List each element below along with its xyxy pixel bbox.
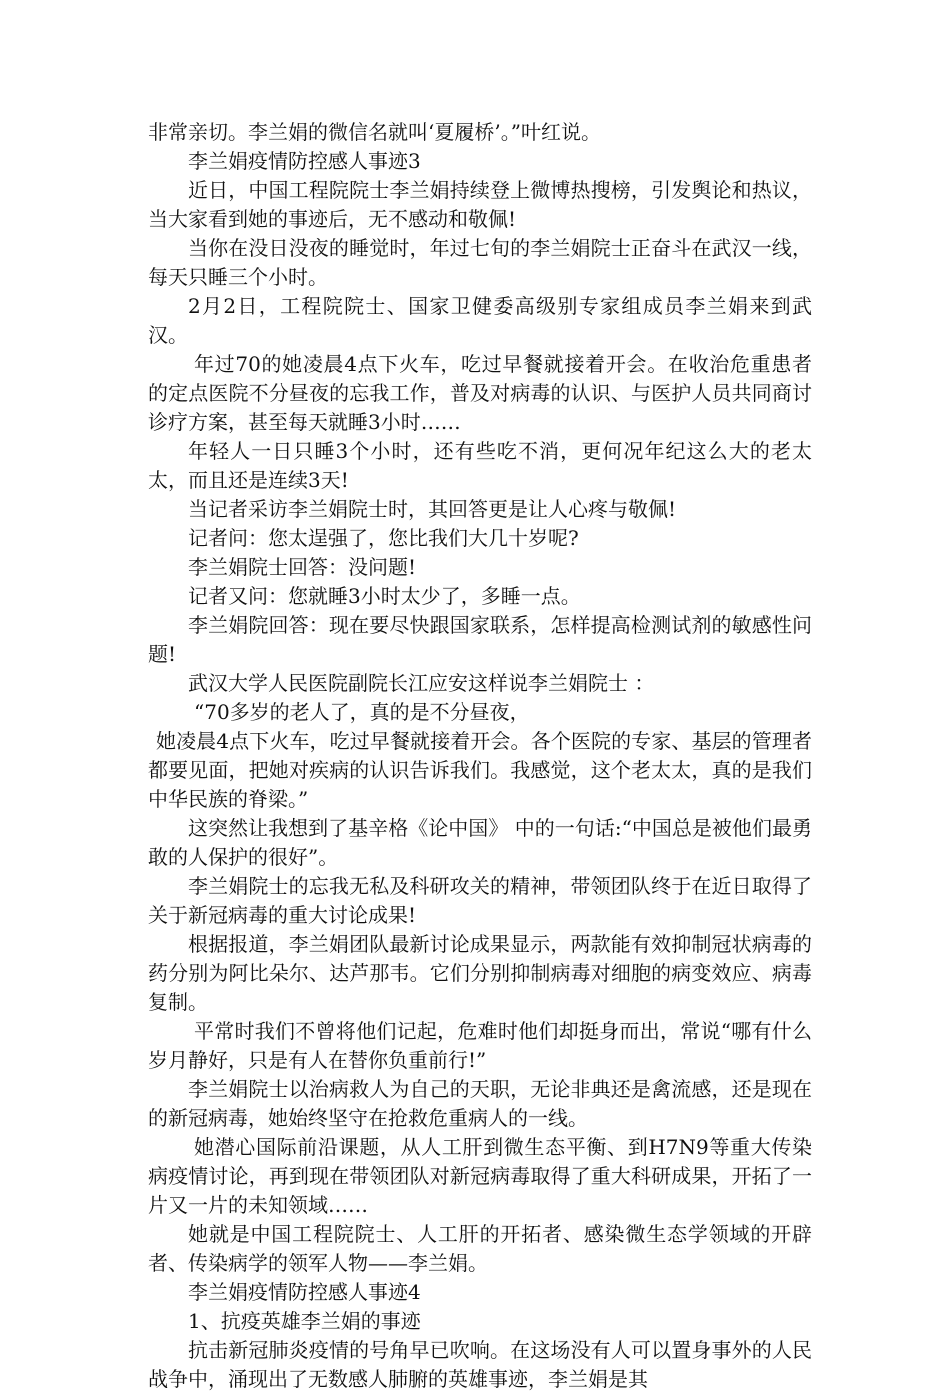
paragraph: 她凌晨4点下火车，吃过早餐就接着开会。各个医院的专家、基层的管理者都要见面，把她对疾病的认识告诉我们。我感觉，这个老太太，真的是我们中华民族的脊梁。”	[148, 729, 812, 811]
paragraph: 抗击新冠肺炎疫情的号角早已吹响。在这场没有人可以置身事外的人民战争中，涌现出了无数感人肺腑的英雄事迹，李兰娟是其	[148, 1338, 812, 1391]
paragraph: 平常时我们不曾将他们记起，危难时他们却挺身而出，常说“哪有什么岁月静好，只是有人在替你负重前行!”	[148, 1019, 812, 1072]
paragraph: 当记者采访李兰娟院士时，其回答更是让人心疼与敬佩!	[188, 497, 677, 521]
paragraph: 年轻人一日只睡3个小时，还有些吃不消，更何况年纪这么大的老太太，而且还是连续3天!	[148, 439, 812, 492]
paragraph: 这突然让我想到了基辛格《论中国》 中的一句话:“中国总是被他们最勇敢的人保护的很好”。	[148, 816, 812, 869]
paragraph: 年过70的她凌晨4点下火车，吃过早餐就接着开会。在收治危重患者的定点医院不分昼夜的忘我工作，普及对病毒的认识、与医护人员共同商讨诊疗方案，甚至每天就睡3小时……	[148, 352, 812, 434]
paragraph: 根据报道，李兰娟团队最新讨论成果显示，两款能有效抑制冠状病毒的药分别为阿比朵尔、达芦那韦。它们分别抑制病毒对细胞的病变效应、病毒复制。	[148, 932, 812, 1014]
paragraph: 2月2日，工程院院士、国家卫健委高级别专家组成员李兰娟来到武汉。	[148, 294, 812, 347]
paragraph: 记者问：您太逞强了，您比我们大几十岁呢?	[188, 526, 579, 550]
paragraph: 李兰娟院士以治病救人为自己的天职，无论非典还是禽流感，还是现在的新冠病毒，她始终坚守在抢救危重病人的一线。	[148, 1077, 812, 1130]
document-body	[148, 118, 812, 1394]
paragraph: 非常亲切。李兰娟的微信名就叫‘夏履桥’。”叶红说。	[148, 120, 601, 144]
paragraph: 近日，中国工程院院士李兰娟持续登上微博热搜榜，引发舆论和热议，当大家看到她的事迹后，无不感动和敬佩!	[148, 178, 812, 231]
subsection-heading: 1、抗疫英雄李兰娟的事迹	[188, 1309, 421, 1333]
paragraph: 记者又问：您就睡3小时太少了，多睡一点。	[188, 584, 581, 608]
paragraph: 她潜心国际前沿课题，从人工肝到微生态平衡、到H7N9等重大传染病疫情讨论，再到现在带领团队对新冠病毒取得了重大科研成果，开拓了一片又一片的未知领域……	[148, 1135, 812, 1217]
section-heading: 李兰娟疫情防控感人事迹3	[188, 149, 421, 173]
paragraph: 李兰娟院士回答：没问题!	[188, 555, 417, 579]
paragraph: 她就是中国工程院院士、人工肝的开拓者、感染微生态学领域的开辟者、传染病学的领军人物——李兰娟。	[148, 1222, 812, 1275]
paragraph: 李兰娟院回答：现在要尽快跟国家联系，怎样提高检测试剂的敏感性问题!	[148, 613, 812, 666]
section-heading: 李兰娟疫情防控感人事迹4	[188, 1280, 421, 1304]
paragraph: 李兰娟院士的忘我无私及科研攻关的精神，带领团队终于在近日取得了关于新冠病毒的重大讨论成果!	[148, 874, 812, 927]
paragraph: 武汉大学人民医院副院长江应安这样说李兰娟院士 ：	[188, 671, 655, 695]
paragraph: 当你在没日没夜的睡觉时，年过七旬的李兰娟院士正奋斗在武汉一线，每天只睡三个小时。	[148, 236, 812, 289]
quote-line: “70多岁的老人了，真的是不分昼夜，	[194, 700, 530, 724]
